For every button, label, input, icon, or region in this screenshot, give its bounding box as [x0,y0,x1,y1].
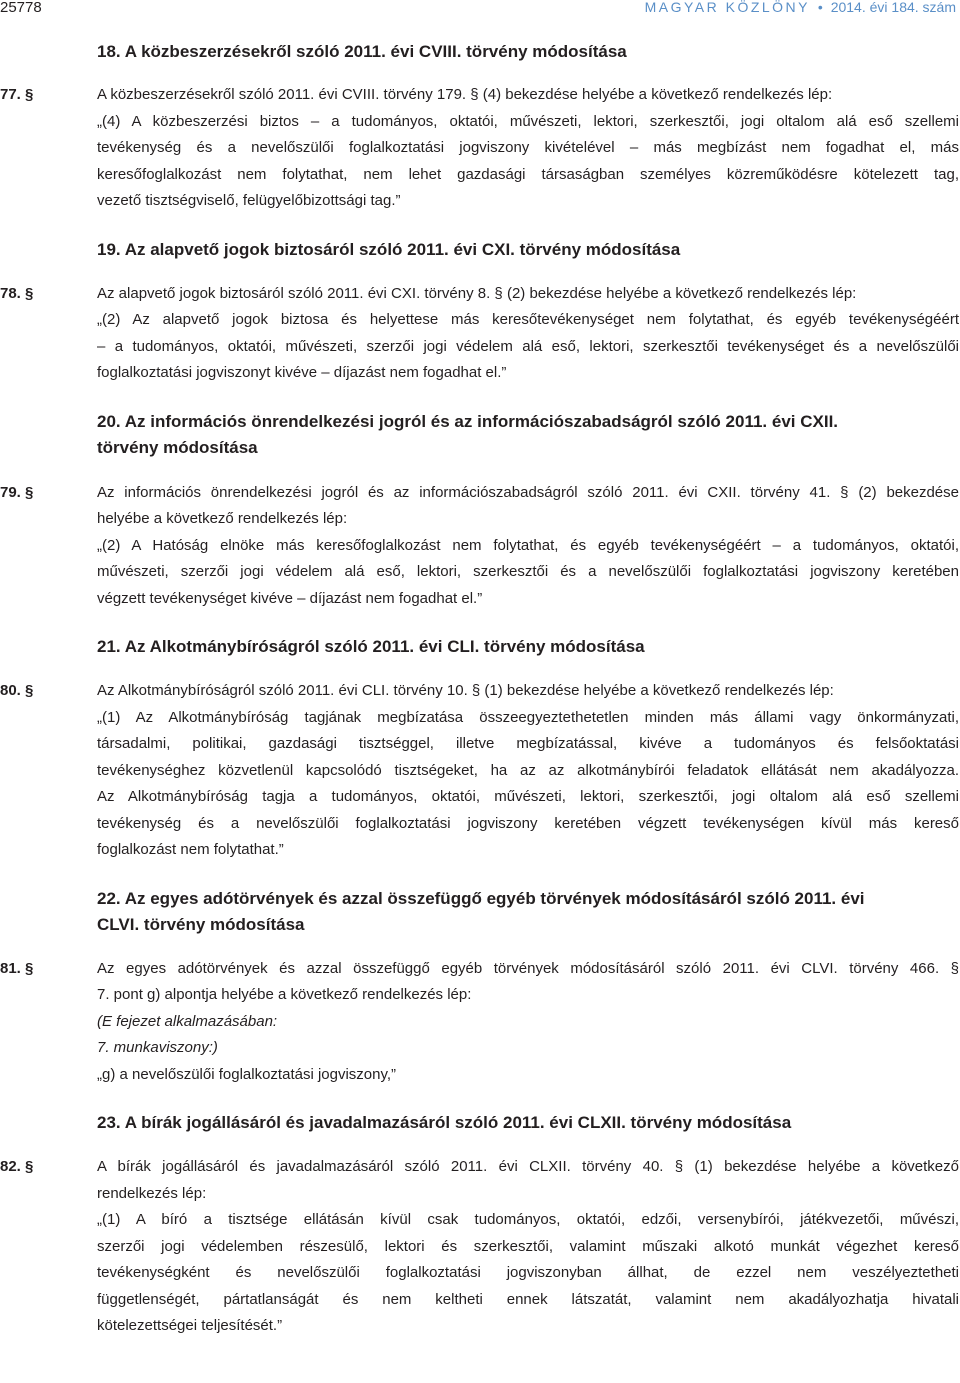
paragraph-line: művészeti, szerzői jogi védelem alá eső, lektori, szerkesztői és a nevelőszülői foglalkoztatási jogviszony keretében [97,563,959,580]
paragraph [0,678,960,864]
paragraph-number: 81. § [0,959,34,977]
journal-title: MAGYAR KÖZLÖNY [644,0,811,15]
header-bullet: • [817,0,823,15]
paragraph-body [97,678,959,864]
paragraph-body [97,480,959,613]
paragraph-line: (E fejezet alkalmazásában: [97,1012,278,1030]
paragraph-line: A közbeszerzésekről szóló 2011. évi CVIII. törvény 179. § (4) bekezdése helyébe a következő rendelkezés lép: [97,86,833,103]
paragraph-line: rendelkezés lép: [97,1184,207,1202]
paragraph-line: foglalkozást nem folytathat.” [97,841,284,858]
paragraph-line: vezető tisztségviselő, felügyelőbizottsági tag.” [97,192,401,209]
paragraph [0,1154,960,1340]
section-title: 20. Az információs önrendelkezési jogról és az információszabadságról szóló 2011. évi CXII. törvény módosítása [97,411,839,457]
paragraph-line: tevékenység és a nevelőszülői foglalkoztatási jogviszony keretében végzett tevékenységen kívül más kereső [97,814,959,832]
paragraph-line: végzett tevékenységet kivéve – díjazást nem fogadhat el.” [97,589,483,607]
paragraph-line: foglalkoztatási jogviszonyt kivéve – díjazást nem fogadhat el.” [97,364,507,381]
paragraph-line: Az Alkotmánybíróságról szóló 2011. évi CLI. törvény 10. § (1) bekezdése helyébe a következő rendelkezés lép: [97,682,834,699]
paragraph-number: 78. § [0,284,34,302]
paragraph-line: Az alapvető jogok biztosáról szóló 2011. évi CXI. törvény 8. § (2) bekezdése helyébe a következő rendelkezés lép: [97,284,857,302]
paragraph-line: társadalmi, politikai, gazdasági tisztséggel, illetve megbízatással, kivéve a tudományos és felsőoktatási [97,735,959,752]
section-title: 21. Az Alkotmánybíróságról szóló 2011. évi CLI. törvény módosítása [97,637,645,656]
paragraph-line: A bírák jogállásáról és javadalmazásáról szóló 2011. évi CLXII. törvény 40. § (1) bekezdése helyébe a következő [97,1158,959,1175]
section-title: 23. A bírák jogállásáról és javadalmazásáról szóló 2011. évi CLXII. törvény módosítása [97,1113,792,1132]
paragraph-line: Az információs önrendelkezési jogról és az információszabadságról szóló 2011. évi CXII. törvény 41. § (2) bekezdése [97,483,959,501]
paragraph-number: 82. § [0,1158,34,1175]
paragraph-line: tevékenységként és nevelőszülői foglalkoztatási jogviszonyban állhat, de ezzel nem veszélyeztetheti [97,1264,959,1281]
paragraph-line: 7. pont g) alpontja helyébe a következő rendelkezés lép: [97,986,472,1003]
paragraph-line: „(2) A Hatóság elnöke más keresőfoglalkozást nem folytathat, és egyéb tevékenységéért – a tudományos, oktatói, [97,536,959,554]
paragraph-line: függetlenségét, pártatlanságát és nem keltheti ennek látszatát, valamint nem akadályozhatja hivatali [97,1290,959,1308]
paragraph-number: 77. § [0,86,34,103]
paragraph [0,956,960,1089]
paragraph-body [97,956,959,1089]
paragraph-line: 7. munkaviszony:) [97,1039,218,1056]
paragraph [0,480,960,613]
paragraph [0,82,960,215]
paragraph-line: keresőfoglalkozást nem folytathat, nem lehet gazdasági társaságban személyes közreműködésre kötelezett tag, [97,165,959,183]
paragraph-body [97,281,959,387]
paragraph-body [97,82,959,215]
paragraph-line: „(1) Az Alkotmánybíróság tagjának megbízatása összeegyeztethetetlen minden más állami vagy önkormányzati, [97,708,959,726]
page-number: 25778 [0,0,42,16]
paragraph-line: – a tudományos, oktatói, művészeti, szerzői jogi védelem alá eső, lektori, szerkesztői tevékenységet és a nevelőszülői [97,337,959,355]
section-title: 19. Az alapvető jogok biztosáról szóló 2011. évi CXI. törvény módosítása [97,239,681,259]
paragraph [0,281,960,387]
paragraph-line: tevékenység és a nevelőszülői foglalkoztatási jogviszony kivételével – más megbízást nem fogadhat el, más [97,139,959,156]
paragraph-body [97,1154,959,1340]
paragraph-number: 80. § [0,682,34,699]
paragraph-line: Az egyes adótörvények és azzal összefüggő egyéb törvények módosításáról szóló 2011. évi CLVI. törvény 466. § [97,959,959,977]
paragraph-line: helyébe a következő rendelkezés lép: [97,510,348,527]
paragraph-line: „(1) A bíró a tisztsége ellátásán kívül csak tudományos, oktatói, edzői, versenybírói, játékvezetői, művészi, [97,1211,959,1228]
paragraph-line: szerzői jogi védelemben részesülő, lektori és szerkesztői, valamint műszaki alkotó munkát végezhet kereső [97,1237,959,1255]
journal-header [645,0,956,15]
section-title: 22. Az egyes adótörvények és azzal összefüggő egyéb törvények módosításáról szóló 2011. évi CLVI. törvény módosítása [97,888,865,934]
paragraph-line: „g) a nevelőszülői foglalkoztatási jogviszony,” [97,1065,397,1083]
paragraph-line: Az Alkotmánybíróság tagja a tudományos, oktatói, művészeti, lektori, szerkesztői, jogi oltalom alá eső szellemi [97,788,959,805]
issue-label: 2014. évi 184. szám [830,0,956,15]
paragraph-line: „(2) Az alapvető jogok biztosa és helyettese más keresőtevékenységet nem folytathat, és egyéb tevékenységéért [97,311,959,328]
document-body [0,39,960,1340]
paragraph-line: kötelezettségei teljesítését.” [97,1317,283,1334]
section-title: 18. A közbeszerzésekről szóló 2011. évi CVIII. törvény módosítása [97,42,627,61]
paragraph-line: „(4) A közbeszerzési biztos – a tudományos, oktatói, művészeti, lektori, szerkesztői, jogi oltalom alá eső szellemi [97,112,959,130]
paragraph-number: 79. § [0,483,34,501]
paragraph-line: tevékenységhez közvetlenül kapcsolódó tisztségeket, ha az az alkotmánybírói feladatok ellátását nem akadályozza. [97,761,959,779]
